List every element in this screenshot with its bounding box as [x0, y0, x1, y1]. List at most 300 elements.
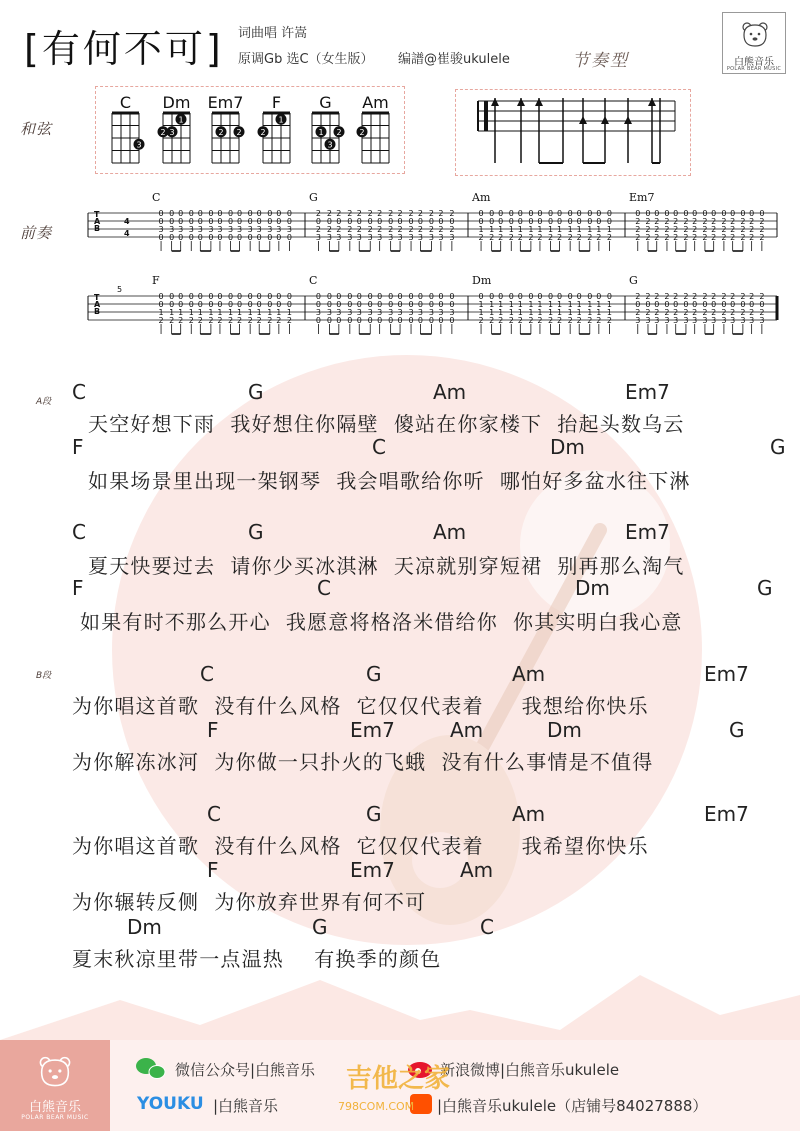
- tab-note: 0: [286, 300, 292, 309]
- tab-note: 0: [388, 316, 394, 325]
- tab-note: 1: [596, 308, 602, 317]
- tab-note: 0: [388, 292, 394, 301]
- tab-note: 0: [740, 300, 746, 309]
- tab-note: 0: [315, 292, 321, 301]
- tab-note: 3: [388, 233, 394, 242]
- tab-note: 2: [683, 225, 689, 234]
- lyric-chord: Am: [433, 520, 467, 544]
- tab-note: 3: [449, 233, 455, 242]
- tab-note: 2: [388, 209, 394, 218]
- tab-note: 1: [217, 308, 223, 317]
- lyric-chord: F: [207, 858, 219, 882]
- lyric-chord: C: [72, 380, 86, 404]
- tab-note: 3: [654, 316, 660, 325]
- youku-text: |白熊音乐: [213, 1097, 279, 1115]
- tab-note: 2: [645, 308, 651, 317]
- tab-note: 2: [438, 225, 444, 234]
- tab-note: 2: [759, 308, 765, 317]
- tab-note: 3: [408, 308, 414, 317]
- lyric-chord: Em7: [625, 520, 670, 544]
- tab-note: 2: [286, 316, 292, 325]
- tab-note: 1: [537, 225, 543, 234]
- tab-note: 1: [547, 300, 554, 309]
- chords-label: 和弦: [20, 120, 53, 138]
- tab-note: 2: [336, 209, 342, 218]
- tab-note: 0: [567, 209, 573, 218]
- tab-note: 2: [664, 308, 670, 317]
- tab-note: 2: [237, 316, 243, 325]
- tab-note: 2: [730, 292, 736, 301]
- tab-note: 1: [528, 308, 534, 317]
- time-sig-bottom: 4: [124, 229, 130, 238]
- tab-note: 3: [336, 233, 342, 242]
- lyric-chord: Dm: [547, 718, 582, 742]
- tab-note: 0: [276, 233, 282, 242]
- tab-note: 0: [587, 217, 593, 226]
- section-a-tag: A段: [36, 397, 52, 407]
- tab-note: 2: [702, 225, 708, 234]
- tab-note: 2: [478, 233, 484, 242]
- tab-note: 1: [267, 308, 273, 317]
- tab-note: 0: [596, 292, 602, 301]
- tab-note: 2: [683, 217, 689, 226]
- tab-note: 0: [237, 300, 243, 309]
- tab-note: 0: [267, 292, 273, 301]
- tab-note: 0: [397, 217, 403, 226]
- tab-note: 3: [286, 225, 292, 234]
- tab-note: 3: [356, 308, 362, 317]
- tab-note: 0: [596, 217, 602, 226]
- lyric-line: 如果场景里出现一架钢琴 我会唱歌给你听 哪怕好多盆水往下淋: [88, 469, 691, 493]
- tab-note: 0: [711, 300, 717, 309]
- tab-note: 0: [158, 300, 164, 309]
- tab-note: 2: [178, 316, 184, 325]
- tab-note: 0: [489, 292, 495, 301]
- tab-note: 0: [397, 292, 403, 301]
- svg-text:2: 2: [160, 127, 166, 137]
- tab-note: 2: [654, 308, 660, 317]
- lyric-chord: Am: [460, 858, 494, 882]
- tab-note: 0: [217, 233, 223, 242]
- tab-note: 0: [286, 233, 292, 242]
- tab-note: 0: [276, 300, 282, 309]
- tab-note: 0: [537, 209, 543, 218]
- tab-note: 3: [645, 316, 651, 325]
- tab-note: 2: [227, 316, 234, 325]
- tab-note: 0: [635, 300, 641, 309]
- tab-note: 1: [158, 308, 164, 317]
- tab-note: 2: [417, 209, 424, 218]
- tab-note: 0: [498, 292, 504, 301]
- tab-note: 1: [587, 225, 593, 234]
- tab-note: 2: [759, 233, 765, 242]
- tab-note: 1: [567, 300, 573, 309]
- tab-note: 1: [227, 308, 234, 317]
- tab-note: 2: [517, 233, 523, 242]
- tab-note: 0: [408, 300, 414, 309]
- tab-note: 1: [508, 225, 514, 234]
- tab-note: 0: [528, 217, 534, 226]
- tab-note: 0: [417, 217, 424, 226]
- tab-note: 2: [664, 217, 670, 226]
- tab-note: 0: [227, 292, 234, 301]
- tab-note: 0: [188, 233, 194, 242]
- tab-note: 2: [158, 316, 164, 325]
- tab-note: 0: [478, 217, 484, 226]
- tab-note: 0: [547, 209, 554, 218]
- tab-note: 3: [388, 308, 394, 317]
- tab-note: 0: [356, 292, 362, 301]
- tab-note: 2: [730, 225, 736, 234]
- tab-note: 3: [367, 233, 373, 242]
- tab-note: 1: [567, 308, 573, 317]
- tab-note: 0: [227, 233, 234, 242]
- tab-note: 2: [315, 209, 321, 218]
- lyric-chord: C: [72, 520, 86, 544]
- tab-note: 2: [247, 316, 253, 325]
- tab-note: 1: [587, 300, 593, 309]
- tab-note: 0: [673, 209, 679, 218]
- tab-note: 3: [158, 225, 164, 234]
- tab-note: 2: [276, 316, 282, 325]
- tab-note: 0: [537, 292, 543, 301]
- tab-note: 2: [635, 233, 641, 242]
- tab-note: 0: [664, 209, 670, 218]
- tab-note: 0: [428, 316, 435, 325]
- tab-note: 2: [449, 225, 455, 234]
- tab-note: 0: [356, 217, 362, 226]
- tab-note: 2: [711, 292, 717, 301]
- lyric-chord: G: [366, 662, 382, 686]
- tab-note: 2: [606, 233, 612, 242]
- svg-text:1: 1: [178, 115, 184, 125]
- tab-note: 3: [438, 308, 444, 317]
- taobao-text: |白熊音乐ukulele（店铺号84027888）: [437, 1097, 708, 1115]
- tab-note: 0: [673, 300, 679, 309]
- tab-note: 0: [388, 300, 394, 309]
- tab-note: 0: [683, 300, 689, 309]
- tab-note: 2: [326, 209, 332, 218]
- tab-note: 1: [596, 300, 602, 309]
- lyric-line: 为你解冻冰河 为你做一只扑火的飞蛾 没有什么事情是不值得: [72, 750, 654, 774]
- tab-note: 2: [587, 316, 593, 325]
- tab-note: 2: [721, 217, 727, 226]
- tab-note: 2: [635, 217, 641, 226]
- svg-text:2: 2: [359, 127, 365, 137]
- tab-note: 0: [256, 292, 262, 301]
- tab-note: 0: [178, 292, 184, 301]
- lyric-chord: Em7: [625, 380, 670, 404]
- tab-note: 0: [178, 300, 184, 309]
- tab-note: 0: [286, 292, 292, 301]
- tab-note: 0: [178, 209, 184, 218]
- tab-note: 0: [517, 209, 523, 218]
- tab-note: 2: [654, 225, 660, 234]
- tab-note: 1: [197, 308, 203, 317]
- tab-note: 0: [217, 209, 223, 218]
- tab-note: 2: [721, 308, 727, 317]
- tab-note: 3: [740, 316, 746, 325]
- tab-note: 0: [256, 217, 262, 226]
- tab-note: 0: [227, 209, 234, 218]
- tab-note: 0: [645, 209, 651, 218]
- tab-note: 0: [347, 316, 353, 325]
- tab-note: 2: [267, 316, 273, 325]
- tab-note: 0: [528, 209, 534, 218]
- tab-note: 0: [377, 292, 383, 301]
- tab-note: 1: [606, 308, 612, 317]
- tab-note: 2: [428, 209, 435, 218]
- tab-note: 1: [557, 300, 563, 309]
- tab-note: 1: [508, 308, 514, 317]
- tab-note: 0: [489, 217, 495, 226]
- tab-note: 0: [367, 316, 373, 325]
- tab-note: 0: [197, 233, 203, 242]
- lyric-chord: Am: [433, 380, 467, 404]
- weibo-text: 新浪微博|白熊音乐ukulele: [440, 1061, 620, 1079]
- tab-note: 1: [489, 225, 495, 234]
- tab-note: 3: [721, 316, 727, 325]
- tab-note: 2: [408, 225, 414, 234]
- tab-note: 0: [587, 292, 593, 301]
- tab-note: 0: [256, 209, 262, 218]
- tab-note: 3: [247, 225, 253, 234]
- tab-note: 0: [326, 217, 332, 226]
- tab-note: 0: [417, 300, 424, 309]
- tab-note: 2: [489, 233, 495, 242]
- tab-note: 2: [692, 292, 698, 301]
- tab-note: 2: [367, 225, 373, 234]
- tab-note: 1: [286, 308, 292, 317]
- song-title: [有何不可]: [24, 27, 224, 71]
- svg-text:3: 3: [327, 140, 333, 150]
- tab-note: 0: [237, 209, 243, 218]
- tab-note: 1: [587, 308, 593, 317]
- tab-note: 3: [702, 316, 708, 325]
- tab-note: 0: [169, 292, 175, 301]
- tab-note: 0: [397, 316, 403, 325]
- tab-note: 0: [315, 316, 321, 325]
- tab-note: 3: [326, 308, 332, 317]
- tab-note: 2: [673, 308, 679, 317]
- tab-note: 1: [498, 300, 504, 309]
- tab-note: 1: [498, 308, 504, 317]
- tab-note: 2: [721, 233, 727, 242]
- tab-note: 0: [587, 209, 593, 218]
- tab-note: 2: [596, 316, 602, 325]
- tab-note: 3: [336, 308, 342, 317]
- tab-string-label: B: [94, 224, 101, 233]
- tab-note: 0: [377, 300, 383, 309]
- tab-note: 0: [557, 209, 563, 218]
- tab-note: 2: [528, 316, 534, 325]
- tab-note: 1: [547, 308, 554, 317]
- tab-note: 1: [576, 225, 582, 234]
- tab-note: 0: [367, 300, 373, 309]
- tab-note: 0: [508, 209, 514, 218]
- tab-note: 0: [606, 209, 612, 218]
- tab-note: 0: [557, 292, 563, 301]
- tab-note: 2: [438, 209, 444, 218]
- tab-note: 2: [576, 316, 582, 325]
- tab-note: 2: [740, 225, 746, 234]
- tab-note: 0: [315, 217, 321, 226]
- svg-text:3: 3: [136, 140, 142, 150]
- tab-note: 2: [654, 292, 660, 301]
- lyric-chord: F: [72, 576, 84, 600]
- lyric-chord: C: [207, 802, 221, 826]
- tab-note: 0: [158, 292, 164, 301]
- tab-note: 2: [547, 316, 554, 325]
- tab-note: 1: [576, 300, 582, 309]
- tab-note: 2: [673, 292, 679, 301]
- logo-en: POLAR BEAR MUSIC: [726, 66, 782, 72]
- lyric-chord: G: [248, 520, 264, 544]
- tab-note: 2: [596, 233, 602, 242]
- tab-note: 0: [377, 316, 383, 325]
- tab-note: 2: [730, 308, 736, 317]
- tab-note: 3: [227, 225, 234, 234]
- credit-key: 原调Gb 选C（女生版）: [238, 52, 374, 67]
- tab-note: 0: [169, 300, 175, 309]
- tab-note: 0: [692, 209, 698, 218]
- tab-note: 1: [517, 225, 523, 234]
- svg-text:2: 2: [218, 127, 224, 137]
- lyric-chord: C: [480, 915, 494, 939]
- tab-note: 3: [417, 233, 424, 242]
- tab-note: 2: [645, 225, 651, 234]
- tab-note: 1: [576, 308, 582, 317]
- tab-note: 0: [247, 300, 253, 309]
- tab-note: 0: [721, 209, 727, 218]
- tab-note: 0: [478, 209, 484, 218]
- tab-note: 3: [208, 225, 214, 234]
- wechat-text: 微信公众号|白熊音乐: [175, 1061, 316, 1079]
- tab-note: 0: [158, 217, 164, 226]
- tab-note: 3: [377, 233, 383, 242]
- tab-note: 0: [267, 209, 273, 218]
- tab-note: 3: [673, 316, 679, 325]
- tab-note: 2: [664, 225, 670, 234]
- tab-note: 0: [438, 292, 444, 301]
- svg-text:2: 2: [236, 127, 242, 137]
- tab-note: 2: [645, 217, 651, 226]
- tab-note: 2: [711, 225, 717, 234]
- tab-note: 0: [749, 209, 755, 218]
- tab-note: 2: [692, 217, 698, 226]
- tab-note: 0: [256, 300, 262, 309]
- tab-note: 0: [654, 209, 660, 218]
- watermark: 吉他之家: [346, 1064, 451, 1094]
- tab-note: 2: [683, 292, 689, 301]
- tab-note: 1: [247, 308, 253, 317]
- tab-note: 0: [449, 316, 455, 325]
- tab-note: 1: [567, 225, 573, 234]
- tab-note: 2: [749, 308, 755, 317]
- tab-note: 2: [635, 292, 641, 301]
- tab-note: 0: [428, 300, 435, 309]
- lyric-chord: C: [372, 435, 386, 459]
- tab-note: 0: [547, 217, 554, 226]
- tab-note: 0: [208, 217, 214, 226]
- tab-note: 3: [256, 225, 262, 234]
- tab-note: 2: [208, 316, 214, 325]
- lyric-line: 如果有时不那么开心 我愿意将格洛米借给你 你其实明白我心意: [80, 610, 683, 634]
- tab-note: 2: [547, 233, 554, 242]
- tab-note: 0: [367, 292, 373, 301]
- tab-note: 0: [683, 209, 689, 218]
- tab-note: 0: [664, 300, 670, 309]
- logo-name: 白熊音乐: [734, 57, 774, 68]
- tab-note: 0: [449, 300, 455, 309]
- chord-name: Dm: [162, 93, 191, 112]
- tab-note: 0: [449, 292, 455, 301]
- tab-note: 2: [721, 225, 727, 234]
- tab-note: 0: [197, 292, 203, 301]
- tab-note: 0: [537, 217, 543, 226]
- tab-note: 2: [730, 217, 736, 226]
- tab-note: 0: [428, 217, 435, 226]
- tab-note: 2: [683, 233, 689, 242]
- tab-note: 2: [759, 292, 765, 301]
- tab-note: 0: [749, 300, 755, 309]
- tab-note: 2: [749, 225, 755, 234]
- tab-note: 0: [567, 292, 573, 301]
- tab-string-label: T: [94, 210, 100, 219]
- tab-note: 2: [740, 233, 746, 242]
- tab-note: 2: [256, 316, 262, 325]
- tab-note: 0: [397, 300, 403, 309]
- credit-composer: 词曲唱 许嵩: [238, 26, 308, 41]
- tab-note: 2: [217, 316, 223, 325]
- tab-note: 0: [197, 300, 203, 309]
- tab-note: 0: [336, 316, 342, 325]
- lyric-chord: Em7: [350, 718, 395, 742]
- intro-label: 前奏: [20, 224, 53, 242]
- tab-note: 1: [256, 308, 262, 317]
- tab-note: 0: [169, 217, 175, 226]
- tab-note: 3: [397, 308, 403, 317]
- tab-note: 3: [408, 233, 414, 242]
- tab-note: 2: [498, 316, 504, 325]
- lyric-chord: Am: [450, 718, 484, 742]
- time-sig-top: 4: [124, 217, 130, 226]
- tab-string-label: B: [94, 307, 101, 316]
- lyric-chord: G: [366, 802, 382, 826]
- tab-note: 0: [635, 209, 641, 218]
- svg-text:2: 2: [260, 127, 266, 137]
- tab-note: 0: [347, 292, 353, 301]
- tab-note: 2: [673, 217, 679, 226]
- tab-note: 2: [537, 233, 543, 242]
- measure-number: 5: [117, 285, 123, 294]
- tab-note: 0: [408, 292, 414, 301]
- tab-note: 2: [478, 316, 484, 325]
- tab-note: 3: [356, 233, 362, 242]
- tab-note: 2: [537, 316, 543, 325]
- tab-note: 2: [388, 225, 394, 234]
- tab-note: 0: [169, 233, 175, 242]
- lyric-chord: Dm: [575, 576, 610, 600]
- tab-note: 2: [635, 225, 641, 234]
- wechat-icon: [136, 1058, 165, 1079]
- tab-note: 2: [449, 209, 455, 218]
- tab-chord-label: G: [629, 274, 638, 287]
- tab-note: 0: [576, 292, 582, 301]
- chord-name: F: [271, 93, 282, 112]
- tab-note: 0: [645, 300, 651, 309]
- tab-chord-label: Em7: [629, 191, 655, 204]
